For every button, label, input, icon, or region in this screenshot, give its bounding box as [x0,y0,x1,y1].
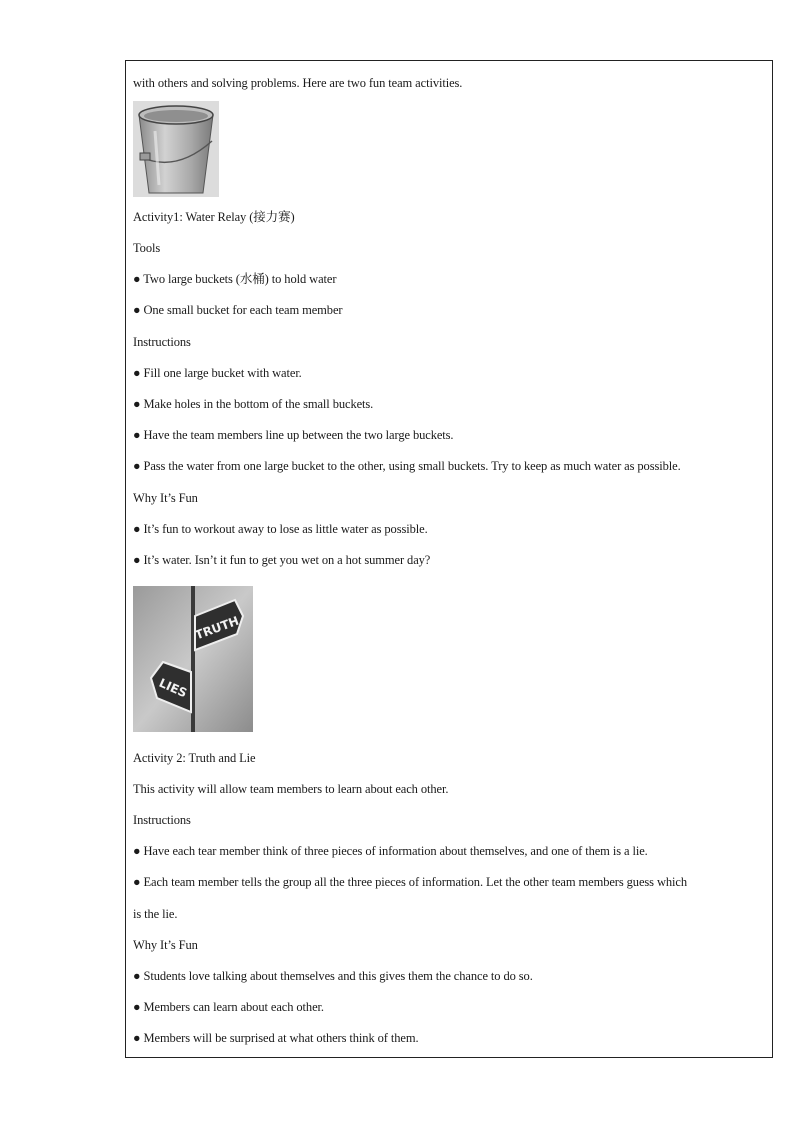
lies-sign-text: LIES [156,675,190,701]
truth-lies-sign-image [133,586,253,732]
list-item: ● Pass the water from one large bucket to the other, using small buckets. Try to keep as much water as possible. [133,459,681,473]
intro-text: with others and solving problems. Here are two fun team activities. [133,76,463,90]
activity2-why-heading: Why It’s Fun [133,938,198,952]
list-item: ● Have the team members line up between the two large buckets. [133,428,454,442]
truth-sign-text: TRUTH [193,613,241,643]
list-item: ● Members will be surprised at what others think of them. [133,1031,419,1045]
activity2-instructions-heading: Instructions [133,813,191,827]
list-item: ● It’s fun to workout away to lose as little water as possible. [133,522,428,536]
activity2-description: This activity will allow team members to learn about each other. [133,782,449,796]
list-item: ● Members can learn about each other. [133,1000,324,1014]
list-item: ● Fill one large bucket with water. [133,366,302,380]
list-item: ● One small bucket for each team member [133,303,343,317]
list-item-continuation: is the lie. [133,907,178,921]
activity1-tools-heading: Tools [133,241,161,255]
list-item: ● Each team member tells the group all the three pieces of information. Let the other team members guess which [133,875,687,889]
activity1-why-heading: Why It’s Fun [133,491,198,505]
list-item: ● Make holes in the bottom of the small buckets. [133,397,374,411]
activity1-title: Activity1: Water Relay (接力赛) [133,210,295,224]
bucket-image [133,101,219,197]
activity2-title: Activity 2: Truth and Lie [133,751,256,765]
list-item: ● It’s water. Isn’t it fun to get you wet on a hot summer day? [133,553,431,567]
list-item: ● Two large buckets (水桶) to hold water [133,272,337,286]
activity1-instructions-heading: Instructions [133,335,191,349]
list-item: ● Students love talking about themselves and this gives them the chance to do so. [133,969,533,983]
list-item: ● Have each tear member think of three pieces of information about themselves, and one of them is a lie. [133,844,648,858]
